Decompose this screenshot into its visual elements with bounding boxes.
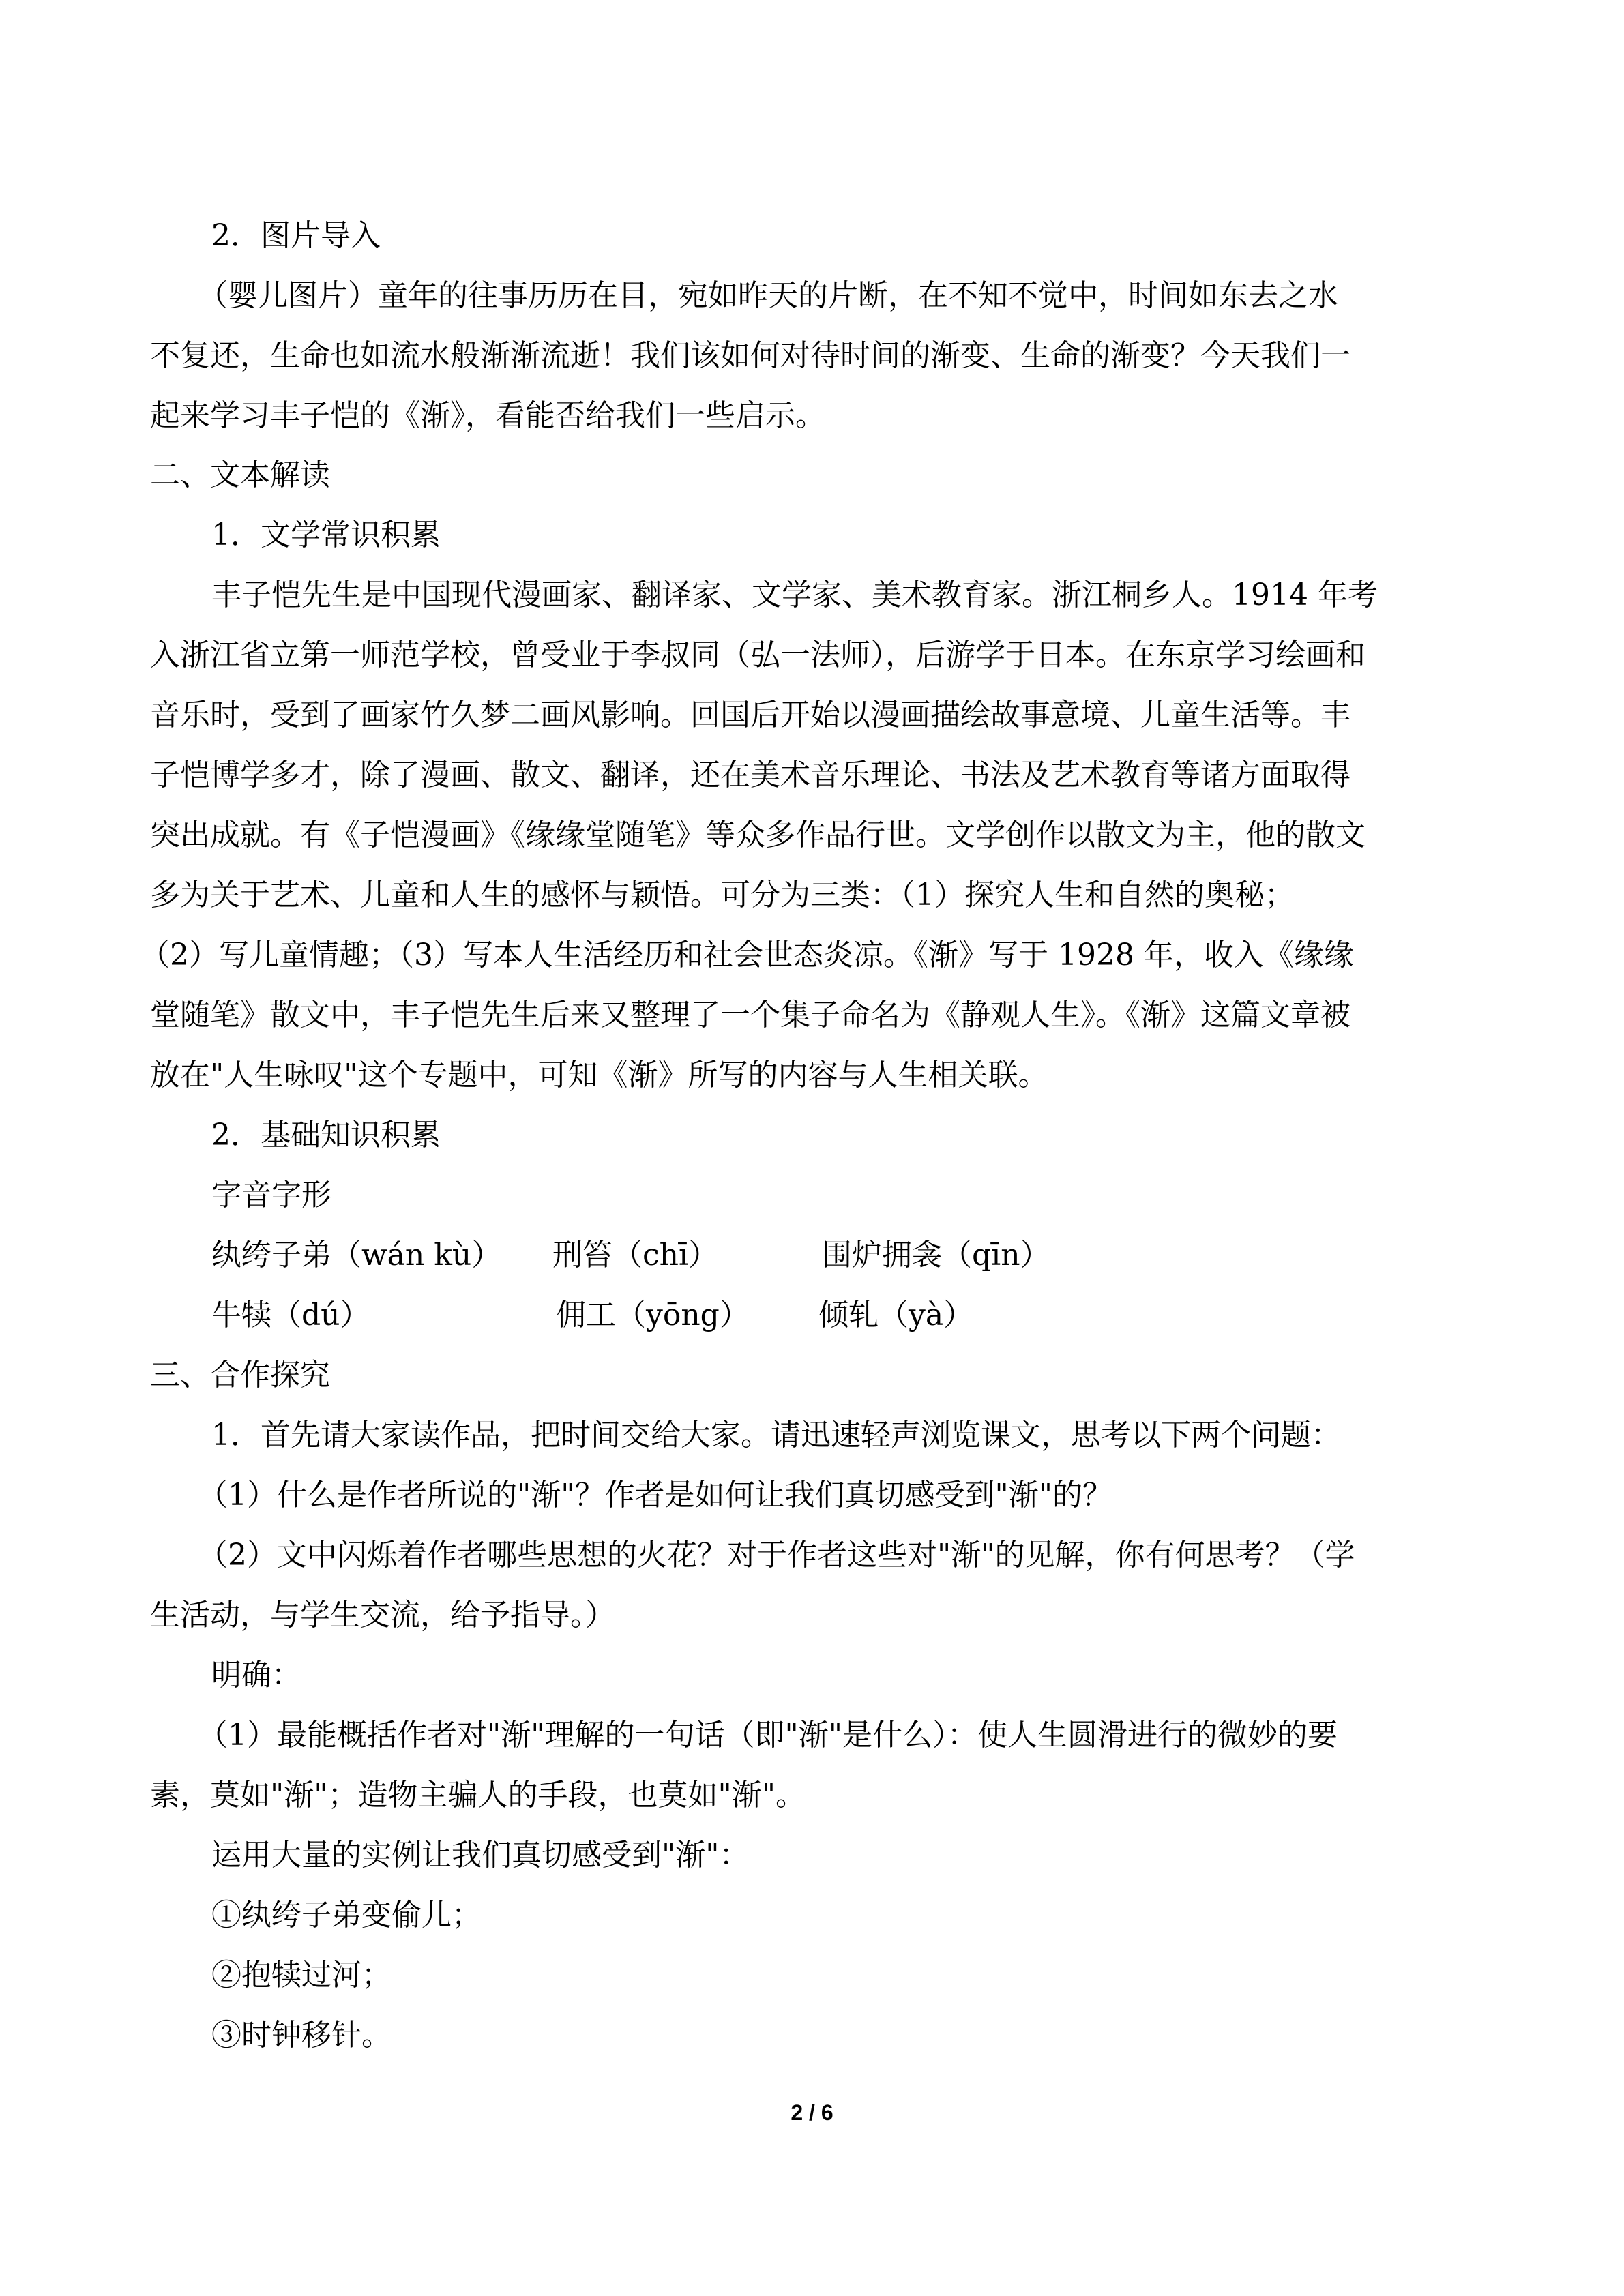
subheading-basic-knowledge: 2．基础知识积累: [211, 1118, 441, 1152]
paragraph-line: （婴儿图片）童年的往事历历在目，宛如昨天的片断，在不知不觉中，时间如东去之水: [198, 278, 1338, 313]
pronunciation-item: 刑笞（chī）: [552, 1238, 719, 1272]
paragraph-line: 多为关于艺术、儿童和人生的感怀与颖悟。可分为三类：（1）探究人生和自然的奥秘；: [150, 878, 1295, 912]
question-1: （1）什么是作者所说的"渐"？作者是如何让我们真切感受到"渐"的？: [198, 1478, 1112, 1512]
section-heading-2: 二、文本解读: [150, 458, 330, 492]
pronunciation-item: 纨绔子弟（wán kù）: [211, 1238, 502, 1272]
paragraph-line: （2）写儿童情趣；（3）写本人生活经历和社会世态炎凉。《渐》写于 1928 年，收入《缘缘: [140, 938, 1354, 972]
paragraph-line: （1）最能概括作者对"渐"理解的一句话（即"渐"是什么）：使人生圆滑进行的微妙的要: [198, 1718, 1338, 1753]
paragraph-line: 音乐时，受到了画家竹久梦二画风影响。回国后开始以漫画描绘故事意境、儿童生活等。丰: [150, 698, 1350, 732]
list-item: ①纨绔子弟变偷儿；: [211, 1898, 482, 1933]
subheading-literary-knowledge: 1．文学常识积累: [211, 518, 441, 552]
paragraph-line: 生活动，与学生交流，给予指导。）: [150, 1598, 615, 1632]
page-number: 2 / 6: [791, 2100, 833, 2125]
paragraph-line: 起来学习丰子恺的《渐》，看能否给我们一些启示。: [150, 398, 825, 433]
section-heading-3: 三、合作探究: [150, 1358, 330, 1392]
paragraph-line: 入浙江省立第一师范学校，曾受业于李叔同（弘一法师），后游学于日本。在东京学习绘画和: [150, 638, 1365, 672]
pronunciation-row: [0, 1235, 1624, 1276]
paragraph-line: 不复还，生命也如流水般渐渐流逝！我们该如何对待时间的渐变、生命的渐变？今天我们一: [150, 338, 1350, 373]
list-item: ③时钟移针。: [211, 2018, 392, 2053]
paragraph-line: 子恺博学多才，除了漫画、散文、翻译，还在美术音乐理论、书法及艺术教育等诸方面取得: [150, 758, 1350, 792]
paragraph-line: 运用大量的实例让我们真切感受到"渐"：: [211, 1838, 750, 1873]
pronunciation-item: 牛犊（dú）: [211, 1298, 370, 1332]
paragraph-line: 堂随笔》散文中，丰子恺先生后来又整理了一个集子命名为《静观人生》。《渐》这篇文章被: [150, 998, 1350, 1032]
paragraph-line: 丰子恺先生是中国现代漫画家、翻译家、文学家、美术教育家。浙江桐乡人。1914 年考: [211, 578, 1378, 612]
pronunciation-item: 佣工（yōng）: [556, 1298, 750, 1332]
list-item: ②抱犊过河；: [211, 1958, 392, 1993]
pronunciation-item: 倾轧（yà）: [818, 1298, 974, 1332]
paragraph-line: 突出成就。有《子恺漫画》《缘缘堂随笔》等众多作品行世。文学创作以散文为主，他的散文: [150, 818, 1365, 852]
subheading-pronunciation: 字音字形: [211, 1178, 331, 1212]
paragraph-line: 放在"人生咏叹"这个专题中，可知《渐》所写的内容与人生相关联。: [150, 1058, 1048, 1092]
paragraph-line: 1．首先请大家读作品，把时间交给大家。请迅速轻声浏览课文，思考以下两个问题：: [211, 1418, 1341, 1452]
answer-label: 明确：: [211, 1658, 301, 1693]
heading-picture-intro: 2．图片导入: [211, 218, 381, 253]
question-2: （2）文中闪烁着作者哪些思想的火花？对于作者这些对"渐"的见解，你有何思考？（学: [198, 1538, 1355, 1572]
pronunciation-item: 围炉拥衾（qīn）: [822, 1238, 1050, 1272]
pronunciation-row: [0, 1295, 1624, 1336]
paragraph-line: 素，莫如"渐"；造物主骗人的手段，也莫如"渐"。: [150, 1778, 806, 1813]
